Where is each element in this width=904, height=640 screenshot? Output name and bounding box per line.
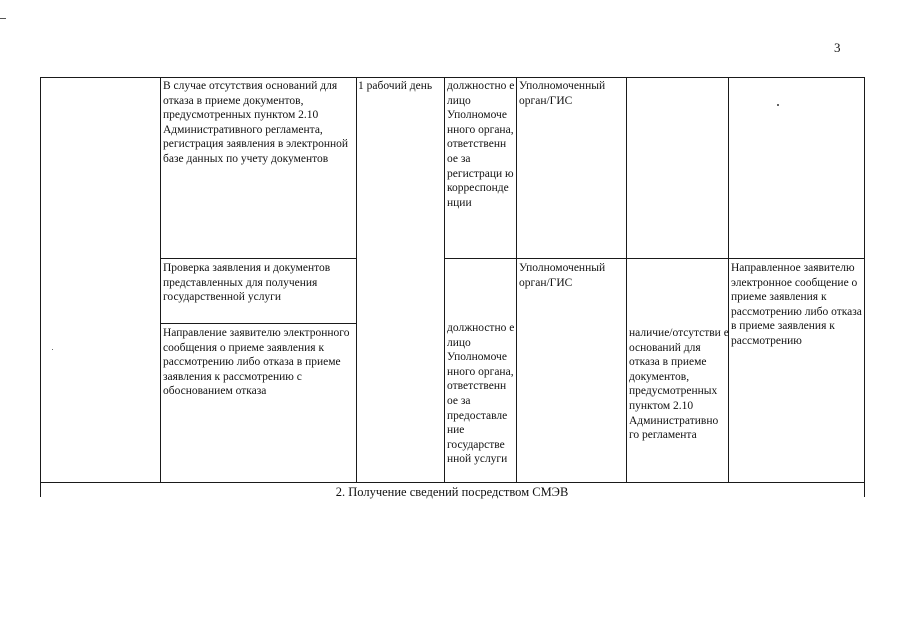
table-left-border [40, 77, 41, 497]
stray-dot [777, 104, 779, 106]
table-row-border [40, 482, 864, 483]
result-cell: Направленное заявителю электронное сообщение о приеме заявления к рассмотрению либо отказа в приеме заявления к рассмотрению [731, 262, 862, 347]
table-right-border [864, 77, 865, 497]
column-divider [444, 77, 445, 482]
place-cell: Уполномоченный орган/ГИС [519, 80, 606, 107]
column-divider [160, 77, 161, 482]
action-cell: Направление заявителю электронного сообщения о приеме заявления к рассмотрению либо отказа в приеме заявления к рассмотрению с обоснованием отказа [163, 327, 350, 398]
row-divider [160, 258, 356, 259]
row-divider [444, 258, 864, 259]
criteria-cell: наличие/отсутстви е оснований для отказа в приеме документов, предусмотренных пунктом 2.10 Административно го регламента [629, 327, 729, 442]
term-cell: 1 рабочий день [358, 80, 433, 92]
action-cell: Проверка заявления и документов представленных для получения государственной услуги [163, 262, 331, 304]
table-top-border [40, 77, 864, 78]
stray-dot [52, 349, 53, 350]
row-divider [160, 323, 356, 324]
section-title: 2. Получение сведений посредством СМЭВ [335, 485, 569, 499]
scan-corner-mark [0, 18, 6, 19]
action-cell: В случае отсутствия оснований для отказа в приеме документов, предусмотренных пунктом 2.10 Административного регламента, регистрация заявления в электронной базе данных по учету документов [163, 80, 349, 165]
official-cell: должностно е лицо Уполномоче нного органа, ответственн ое за предоставле ние государстве нной услуги [447, 322, 515, 466]
page-number: 3 [834, 40, 841, 55]
place-cell: Уполномоченный орган/ГИС [519, 262, 606, 289]
official-cell: должностно е лицо Уполномоче нного органа, ответственн ое за регистраци ю корреспонде нции [447, 80, 515, 209]
column-divider [626, 77, 627, 482]
